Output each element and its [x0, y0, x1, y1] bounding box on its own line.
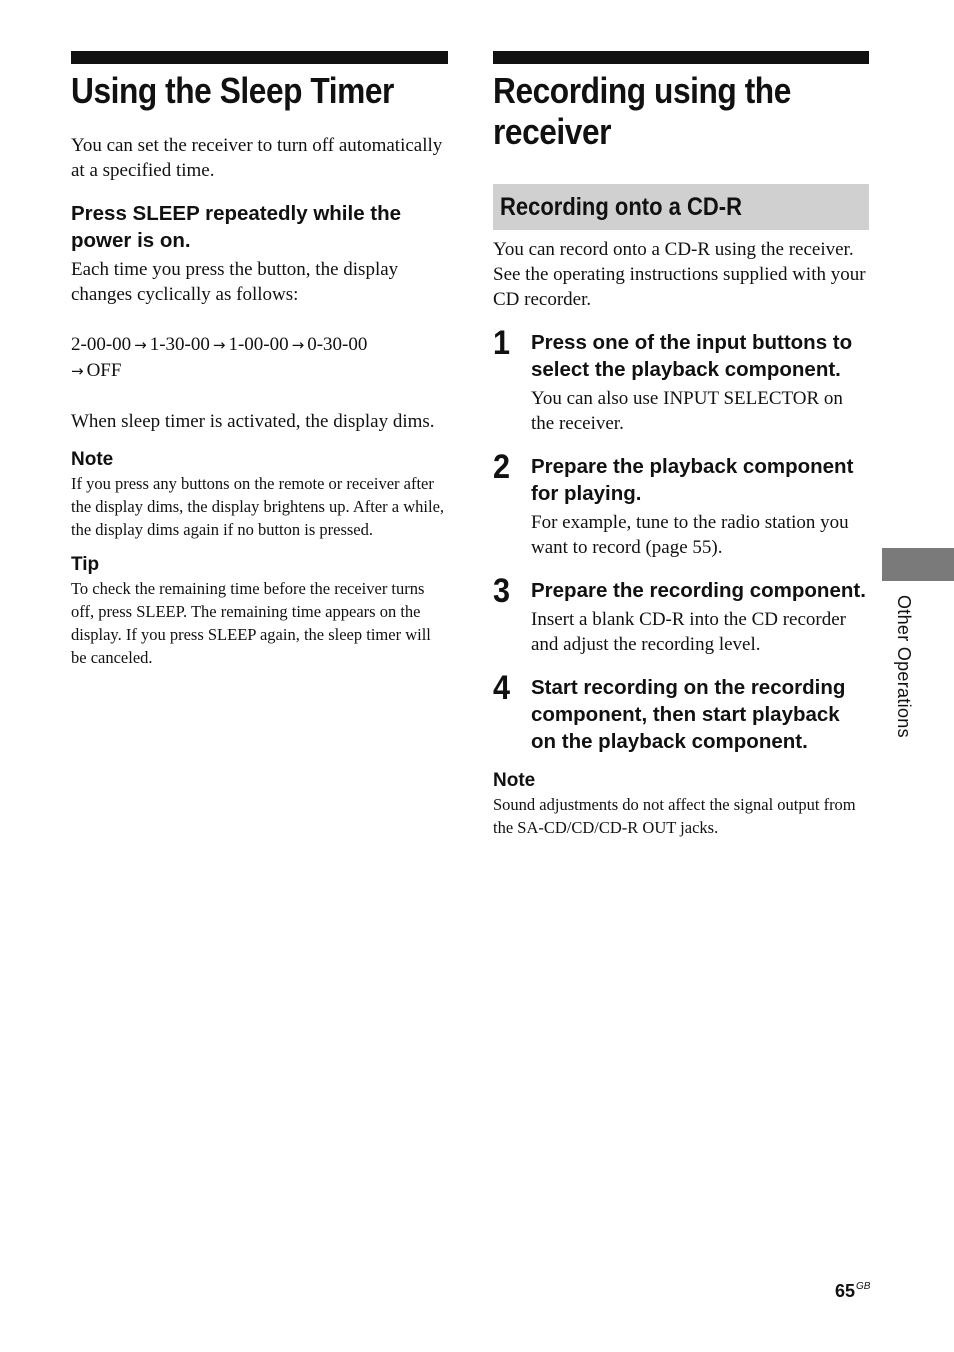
note-text: Sound adjustments do not affect the signal output from the SA-CD/CD/CD-R OUT jacks.: [493, 795, 856, 837]
seq-value: 1-00-00: [228, 334, 289, 355]
note-title: Note: [71, 449, 114, 470]
section-tab: [882, 548, 954, 581]
step-number: 4: [493, 669, 511, 707]
note-title: Note: [493, 770, 536, 791]
section-header: [493, 184, 869, 230]
seq-value: 0-30-00: [307, 334, 368, 355]
recording-intro: You can record onto a CD-R using the receiver. See the operating instructions supplied with your CD recorder.: [493, 239, 866, 310]
sleep-instruction: Press SLEEP repeatedly while the power is on.: [71, 202, 402, 252]
arrow-right-icon: →: [212, 336, 226, 354]
seq-value: 1-30-00: [149, 334, 210, 355]
page-suffix: GB: [856, 1281, 871, 1292]
tip-title: Tip: [71, 554, 100, 575]
heading-rule: [71, 51, 448, 64]
recording-title: Recording using the receiver: [493, 70, 791, 152]
section-title: Recording onto a CD-R: [500, 192, 742, 221]
step-number: 3: [493, 572, 511, 610]
arrow-right-icon: →: [134, 336, 147, 354]
sleep-timer-title: Using the Sleep Timer: [71, 70, 394, 111]
arrow-right-icon: →: [71, 362, 84, 380]
step-heading: Start recording on the recording component, then start playback on the playback component.: [531, 676, 846, 753]
step-body: For example, tune to the radio station you want to record (page 55).: [531, 512, 849, 558]
arrow-right-icon: →: [291, 336, 305, 354]
step-body: You can also use INPUT SELECTOR on the receiver.: [531, 388, 843, 434]
step-heading: Prepare the playback component for playing.: [531, 455, 854, 505]
heading-rule: [493, 51, 869, 64]
step-item: [493, 448, 869, 560]
dim-text: When sleep timer is activated, the display dims.: [71, 411, 435, 432]
timer-sequence: [71, 332, 448, 384]
sleep-intro: You can set the receiver to turn off automatically at a specified time.: [71, 135, 443, 181]
step-body: Insert a blank CD-R into the CD recorder and adjust the recording level.: [531, 609, 846, 655]
page-number: [835, 1281, 870, 1302]
step-item: [493, 669, 869, 755]
right-column: [493, 51, 869, 839]
step-number: 2: [493, 448, 511, 486]
note-text: If you press any buttons on the remote or receiver after the display dims, the display brightens up. After a while, the display dims again if no button is pressed.: [71, 474, 445, 539]
step-number: 1: [493, 324, 511, 362]
left-column: [71, 51, 448, 669]
tip-text: To check the remaining time before the receiver turns off, press SLEEP. The remaining time appears on the display. If you press SLEEP again, the sleep timer will be canceled.: [71, 579, 431, 667]
side-section-label: Other Operations: [894, 595, 914, 738]
step-item: [493, 324, 869, 436]
cycle-intro: Each time you press the button, the display changes cyclically as follows:: [71, 259, 399, 305]
seq-value: OFF: [86, 360, 122, 381]
step-heading: Press one of the input buttons to select the playback component.: [531, 331, 853, 381]
seq-value: 2-00-00: [71, 334, 132, 355]
step-item: [493, 572, 869, 657]
page-number-value: 65: [835, 1281, 856, 1301]
step-heading: Prepare the recording component.: [531, 579, 866, 602]
